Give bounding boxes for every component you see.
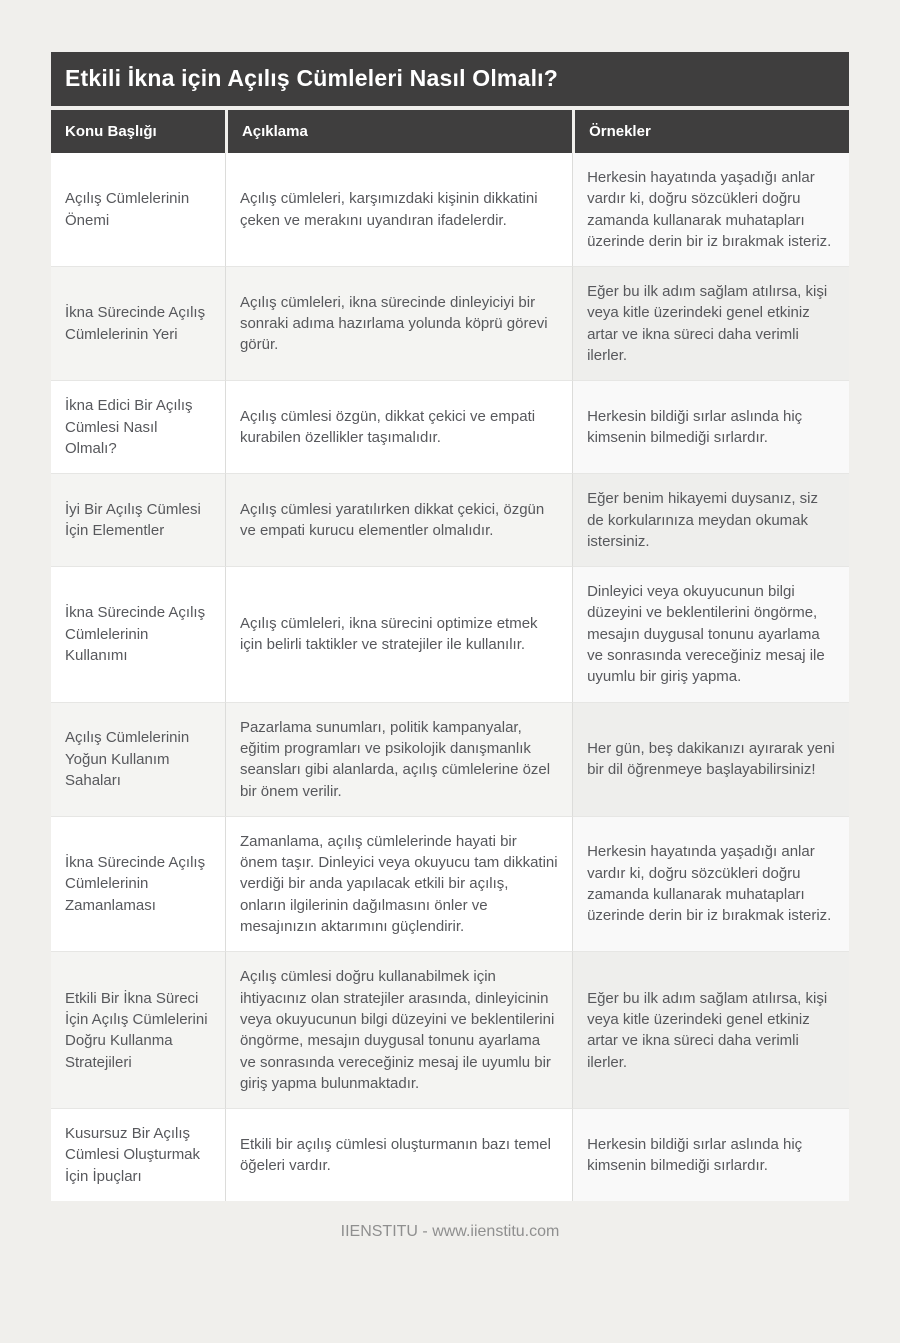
example-cell: Herkesin bildiği sırlar aslında hiç kimsenin bilmediği sırlardır. [572, 1108, 849, 1201]
column-header-topic: Konu Başlığı [51, 110, 225, 153]
table-row [51, 816, 849, 951]
table-row [51, 266, 849, 380]
example-cell: Herkesin hayatında yaşadığı anlar vardır ki, doğru sözcükleri doğru zamanda kullanarak muhatapları üzerinde derin bir iz bırakmak isteriz. [572, 153, 849, 266]
example-cell: Herkesin hayatında yaşadığı anlar vardır ki, doğru sözcükleri doğru zamanda kullanarak muhatapları üzerinde derin bir iz bırakmak isteriz. [572, 816, 849, 951]
example-cell: Eğer bu ilk adım sağlam atılırsa, kişi veya kitle üzerindeki genel etkiniz artar ve ikna süreci daha verimli ilerler. [572, 266, 849, 380]
description-cell: Açılış cümleleri, karşımızdaki kişinin dikkatini çeken ve merakını uyandıran ifadelerdir. [225, 153, 572, 266]
topic-cell: Etkili Bir İkna Süreci İçin Açılış Cümlelerini Doğru Kullanma Stratejileri [51, 951, 225, 1108]
description-cell: Açılış cümlesi yaratılırken dikkat çekici, özgün ve empati kurucu elementler olmalıdır. [225, 473, 572, 566]
page-title: Etkili İkna için Açılış Cümleleri Nasıl Olmalı? [51, 52, 849, 106]
table-row [51, 951, 849, 1108]
page [0, 52, 900, 1343]
description-cell: Zamanlama, açılış cümlelerinde hayati bir önem taşır. Dinleyici veya okuyucu tam dikkatini verdiği bir anda yapılacak etkili bir açılış, onların ilgilerinin dağılmasını önler ve mesajınızın aktarımını güçlendirir. [225, 816, 572, 951]
topic-cell: Açılış Cümlelerinin Önemi [65, 190, 190, 229]
description-cell: Etkili bir açılış cümlesi oluşturmanın bazı temel öğeleri vardır. [225, 1108, 572, 1201]
example-cell: Dinleyici veya okuyucunun bilgi düzeyini ve beklentilerini öngörme, mesajın duygusal tonunu ayarlama ve sonrasında vereceğiniz mesaj ile uyumlu bir giriş yapma. [572, 566, 849, 701]
topic-cell: İkna Sürecinde Açılış Cümlelerinin Zamanlaması [51, 816, 225, 951]
table-row [51, 153, 849, 266]
topic-cell: Açılış Cümlelerinin Yoğun Kullanım Sahaları [51, 702, 225, 816]
table-body [51, 153, 849, 1201]
topic-cell: İkna Edici Bir Açılış Cümlesi Nasıl Olmalı? [51, 380, 225, 473]
topic-cell: İkna Sürecinde Açılış Cümlelerinin Kullanımı [51, 566, 225, 701]
table-row [51, 473, 849, 566]
example-cell: Eğer bu ilk adım sağlam atılırsa, kişi veya kitle üzerindeki genel etkiniz artar ve ikna süreci daha verimli ilerler. [572, 951, 849, 1108]
description-cell: Açılış cümleleri, ikna sürecini optimize etmek için belirli taktikler ve stratejiler ile kullanılır. [225, 566, 572, 701]
description-cell: Pazarlama sunumları, politik kampanyalar, eğitim programları ve psikolojik danışmanlık seansları gibi alanlarda, açılış cümlelerine özel bir önem verilir. [225, 702, 572, 816]
example-cell: Herkesin bildiği sırlar aslında hiç kimsenin bilmediği sırlardır. [572, 380, 849, 473]
table-row [51, 566, 849, 701]
table-row [51, 1108, 849, 1201]
description-cell: Açılış cümlesi doğru kullanabilmek için ihtiyacınız olan stratejiler arasında, dinleyicinin veya okuyucunun bilgi düzeyini ve beklentilerini öngörme, mesajın duygusal tonunu ayarlama ve sonrasında vereceğiniz mesaj ile uyumlu bir giriş yapma bulunmaktadır. [225, 951, 572, 1108]
example-cell: Eğer benim hikayemi duysanız, siz de korkularınıza meydan okumak istersiniz. [572, 473, 849, 566]
table-header-row [51, 110, 849, 153]
topic-cell: İkna Sürecinde Açılış Cümlelerinin Yeri [51, 266, 225, 380]
table-row [51, 702, 849, 816]
description-cell: Açılış cümleleri, ikna sürecinde dinleyiciyi bir sonraki adıma hazırlama yolunda köprü görevi görür. [225, 266, 572, 380]
table-row [51, 380, 849, 473]
description-cell: Açılış cümlesi özgün, dikkat çekici ve empati kurabilen özellikler taşımalıdır. [225, 380, 572, 473]
column-header-description: Açıklama [225, 110, 572, 153]
topic-cell: Kusursuz Bir Açılış Cümlesi Oluşturmak İçin İpuçları [51, 1108, 225, 1201]
example-cell: Her gün, beş dakikanızı ayırarak yeni bir dil öğrenmeye başlayabilirsiniz! [572, 702, 849, 816]
content-sheet [51, 52, 849, 1241]
footer-credit: IIENSTITU - www.iienstitu.com [340, 1222, 560, 1240]
column-header-examples: Örnekler [572, 110, 849, 153]
topic-cell: İyi Bir Açılış Cümlesi İçin Elementler [51, 473, 225, 566]
